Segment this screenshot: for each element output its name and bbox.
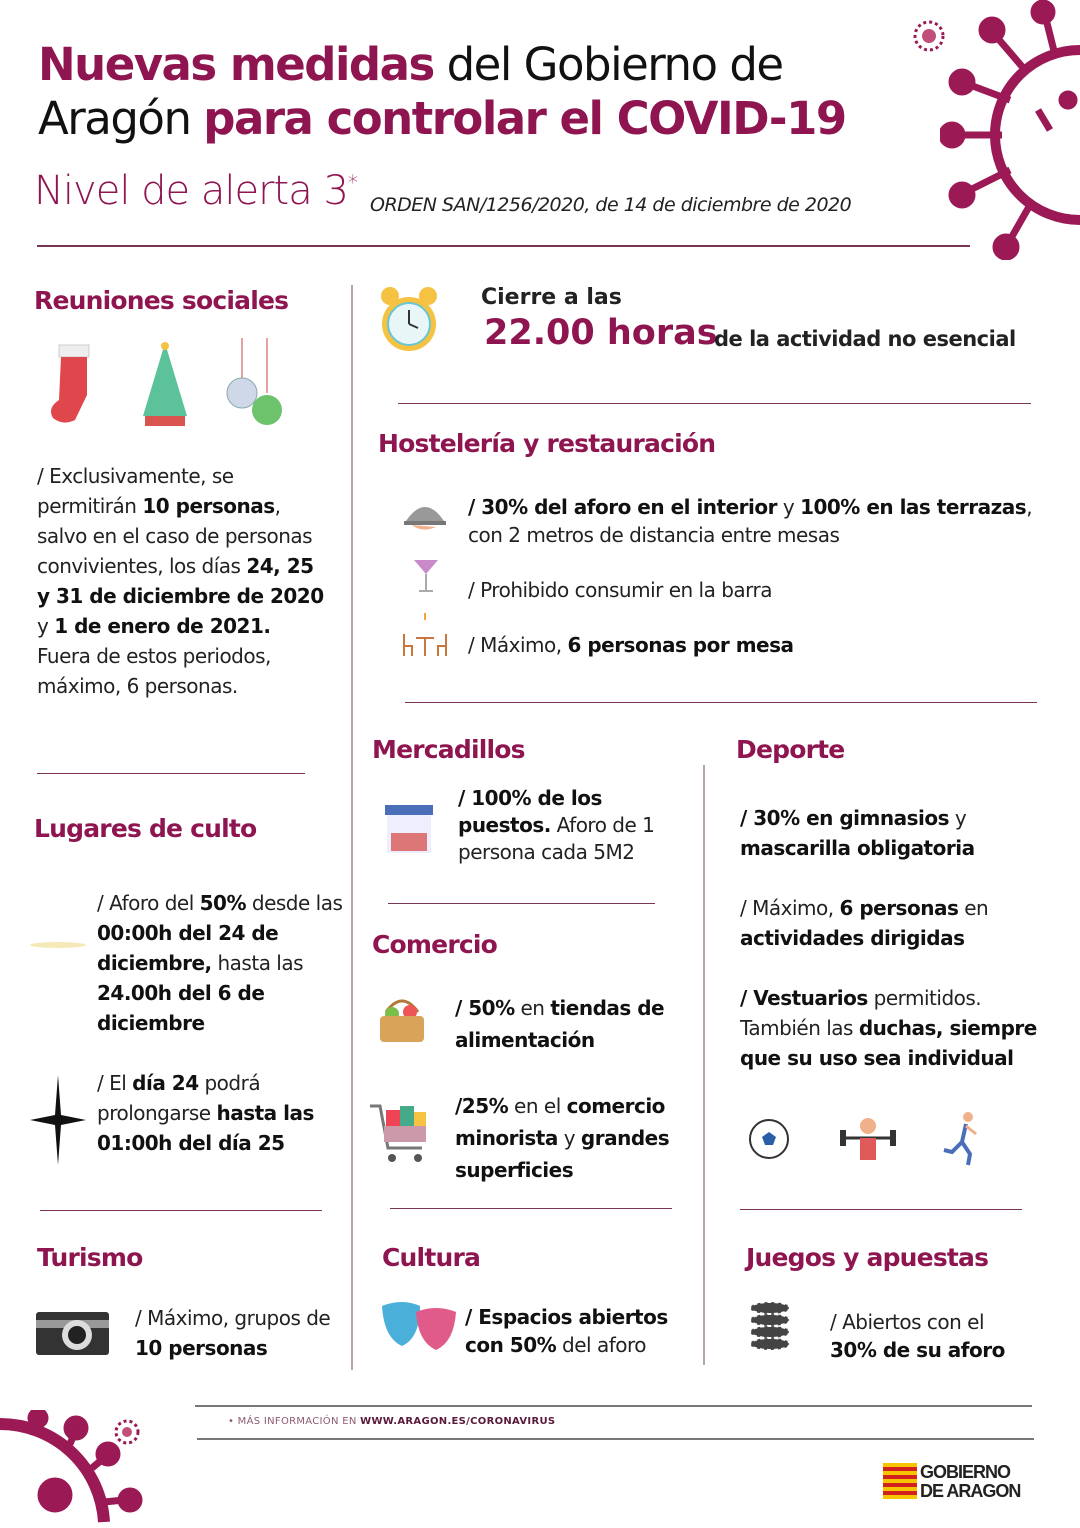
text-segment: para controlar el COVID-19	[203, 92, 846, 145]
table-chairs-icon	[400, 612, 450, 658]
text-segment: en	[958, 896, 989, 920]
text-segment: / Prohibido consumir en la barra	[468, 578, 773, 602]
mercadillos-text	[458, 785, 673, 866]
text-segment: 00:00h del 24 de diciembre,	[97, 921, 279, 975]
text-segment: / 30% en gimnasios	[740, 806, 950, 830]
text-segment: 100% en las terrazas	[800, 495, 1027, 519]
text-segment: Aforo de 1 persona cada 5M2	[458, 813, 655, 864]
text-segment: / Aforo del	[97, 891, 200, 915]
section-heading-comercio: Comercio	[372, 930, 498, 959]
text-segment: y	[949, 806, 967, 830]
text-segment: grandes superficies	[455, 1126, 670, 1182]
text-segment: comercio minorista	[455, 1094, 665, 1150]
culto-item-1	[97, 888, 347, 1038]
alert-level-text: Nivel de alerta 3	[34, 168, 348, 214]
turismo-text	[135, 1303, 335, 1363]
text-segment: / 100% de los puestos.	[458, 786, 602, 837]
text-segment: del Gobierno de Aragón	[38, 38, 783, 145]
order-reference: ORDEN SAN/1256/2020, de 14 de diciembre de 2020	[370, 194, 852, 216]
sparkle-icon	[28, 930, 88, 960]
juegos-text	[830, 1308, 1030, 1364]
divider	[37, 773, 305, 774]
reuniones-text	[37, 461, 327, 701]
christmas-stocking-icon	[45, 340, 100, 428]
text-segment: 6 personas	[839, 896, 959, 920]
divider	[405, 702, 1037, 703]
text-segment: hasta las 01:00h del día 25	[97, 1101, 314, 1155]
more-info-label: • MÁS INFORMACIÓN EN	[228, 1416, 361, 1427]
section-heading-deporte: Deporte	[736, 735, 845, 764]
more-info-link[interactable]: WWW.ARAGON.ES/CORONAVIRUS	[360, 1416, 556, 1427]
divider	[195, 1405, 1032, 1407]
text-segment: , salvo en el caso de personas convivientes, los días	[37, 494, 313, 578]
shopping-cart-icon	[368, 1100, 434, 1166]
text-segment: hasta las	[211, 951, 304, 975]
text-segment: / Máximo,	[740, 896, 840, 920]
deporte-item-1	[740, 803, 1040, 863]
text-segment: desde las	[246, 891, 343, 915]
text-segment: / Espacios abiertos con 50%	[465, 1305, 668, 1357]
text-segment: / Exclusivamente, se permitirán	[37, 464, 234, 518]
divider	[398, 403, 1031, 404]
text-segment: y	[777, 495, 801, 519]
hosteleria-item-1	[468, 493, 1038, 549]
christmas-tree-icon	[135, 338, 195, 428]
text-segment: y	[37, 614, 55, 638]
divider	[351, 285, 353, 1370]
camera-icon	[35, 1308, 110, 1356]
gobierno-aragon-logo	[883, 1463, 1043, 1503]
text-segment: actividades dirigidas	[740, 926, 965, 950]
section-heading-juegos: Juegos y apuestas	[746, 1243, 989, 1272]
text-segment: en	[514, 996, 551, 1020]
section-heading-turismo: Turismo	[37, 1243, 143, 1272]
text-segment: / Máximo, grupos de	[135, 1306, 331, 1330]
text-segment: / Máximo,	[468, 633, 568, 657]
grocery-basket-icon	[376, 992, 428, 1046]
text-segment: Nuevas medidas	[38, 38, 434, 91]
text-segment: / Vestuarios	[740, 986, 868, 1010]
text-segment: del aforo	[556, 1333, 646, 1357]
text-segment: duchas, siempre que su uso sea individual	[740, 1016, 1037, 1070]
divider	[390, 1208, 672, 1209]
text-segment: 10 personas	[135, 1336, 268, 1360]
text-segment: 24.00h del 6 de diciembre	[97, 981, 265, 1035]
small-virus-icon	[110, 1415, 144, 1449]
text-segment: podrá prolongarse	[97, 1071, 261, 1125]
comercio-item-1	[455, 992, 695, 1056]
aragon-flag-icon	[883, 1463, 917, 1499]
runner-icon	[942, 1110, 982, 1168]
logo-line-2: DE ARAGON	[920, 1481, 1021, 1501]
hosteleria-item-2	[468, 575, 1028, 605]
market-stall-icon	[383, 803, 435, 855]
text-segment: 6 personas por mesa	[567, 633, 794, 657]
text-segment: mascarilla obligatoria	[740, 836, 975, 860]
deporte-item-3	[740, 983, 1060, 1073]
section-heading-cultura: Cultura	[382, 1243, 481, 1272]
text-segment: / El	[97, 1071, 133, 1095]
section-heading-hosteleria: Hostelería y restauración	[378, 429, 716, 458]
text-segment: 50%	[199, 891, 247, 915]
logo-line-1: GOBIERNO	[920, 1462, 1011, 1482]
weightlifting-icon	[838, 1112, 898, 1166]
text-segment: y	[557, 1126, 581, 1150]
section-heading-mercadillos: Mercadillos	[372, 735, 525, 764]
text-segment: Fuera de estos periodos, máximo, 6 personas.	[37, 644, 271, 698]
section-heading-reuniones: Reuniones sociales	[34, 286, 289, 315]
text-segment: permitidos. También las	[740, 986, 982, 1040]
text-segment: / Abiertos con el	[830, 1310, 985, 1334]
divider	[740, 1209, 1022, 1210]
theater-masks-icon	[380, 1298, 458, 1354]
text-segment: 10 personas	[142, 494, 275, 518]
text-segment: , con 2 metros de distancia entre mesas	[468, 495, 1033, 547]
divider	[40, 1210, 322, 1211]
divider	[37, 245, 970, 247]
christmas-ornaments-icon	[225, 338, 285, 428]
text-segment: día 24	[132, 1071, 199, 1095]
more-info	[228, 1416, 555, 1427]
hosteleria-item-3	[468, 630, 1028, 660]
cocktail-icon	[412, 552, 440, 594]
divider	[703, 765, 705, 1365]
alarm-clock-icon	[378, 284, 440, 358]
text-segment: tiendas de alimentación	[455, 996, 665, 1052]
divider	[197, 1438, 1034, 1440]
closing-time: 22.00 horas	[484, 313, 718, 353]
text-segment: / 50%	[455, 996, 515, 1020]
text-segment: / 30% del aforo en el interior	[468, 495, 777, 519]
virus-icon	[940, 0, 1080, 260]
text-segment: 1 de enero de 2021.	[54, 614, 271, 638]
page-title	[38, 38, 918, 146]
alert-level	[34, 168, 357, 214]
text-segment: 30% de su aforo	[830, 1338, 1005, 1362]
text-segment: en el	[508, 1094, 567, 1118]
soccer-ball-icon	[748, 1118, 790, 1160]
text-segment: /25%	[455, 1094, 509, 1118]
divider	[388, 903, 655, 904]
poker-chips-icon	[748, 1300, 792, 1358]
alert-level-footnote-mark: *	[347, 170, 357, 195]
section-heading-culto: Lugares de culto	[34, 814, 257, 843]
culto-item-2	[97, 1068, 337, 1158]
closing-label: Cierre a las	[481, 285, 622, 310]
serving-cloche-icon	[402, 493, 448, 535]
text-segment: 24, 25 y 31 de diciembre de 2020	[37, 554, 324, 608]
comercio-item-2	[455, 1090, 700, 1186]
star-icon	[30, 1075, 86, 1165]
closing-scope: de la actividad no esencial	[714, 327, 1016, 351]
cultura-text	[465, 1303, 690, 1359]
deporte-item-2	[740, 893, 1040, 953]
